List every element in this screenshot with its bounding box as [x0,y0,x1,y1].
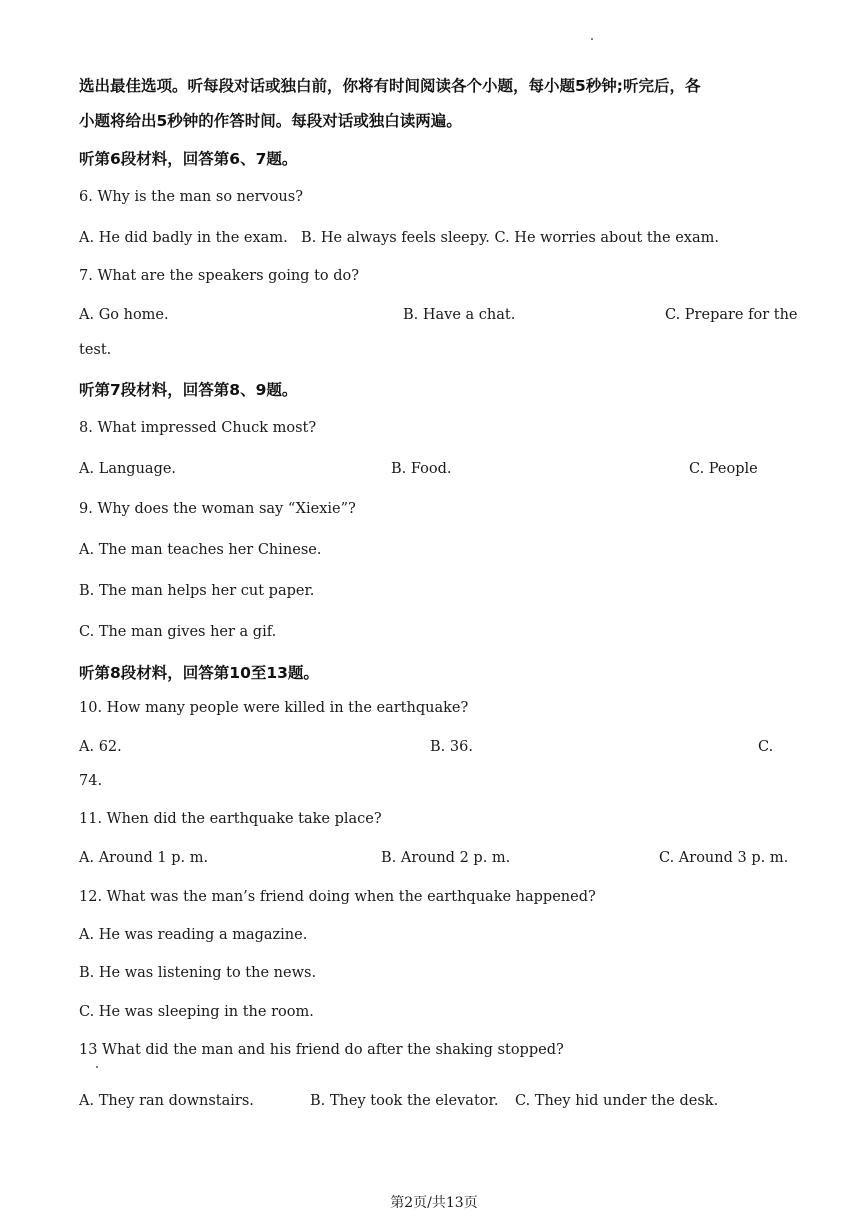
option-c: C. They hid under the desk. [515,1093,719,1109]
option-b: B. He was listening to the news. [79,965,317,981]
option-c: C. He was sleeping in the room. [79,1004,314,1020]
section-heading: 听第8段材料，回答第10至13题。 [79,664,319,682]
option-a: A. Around 1 p. m. [79,850,209,866]
instruction-line-2: 小题将给出5秒钟的作答时间。每段对话或独白读两遍。 [79,112,462,130]
option-c: C. [758,739,774,755]
section-heading: 听第6段材料，回答第6、7题。 [79,150,298,168]
question-stem: 11. When did the earthquake take place? [79,811,382,827]
option-b: B. The man helps her cut paper. [79,583,315,599]
option-a: A. They ran downstairs. [79,1093,254,1109]
option-b: B. Food. [391,461,452,477]
option-c: C. People [689,461,758,477]
option-a: A. He did badly in the exam. [79,230,288,246]
question-stem: 7. What are the speakers going to do? [79,268,360,284]
question-stem: 8. What impressed Chuck most? [79,420,317,436]
option-b-c: B. He always feels sleepy. C. He worries about the exam. [301,230,719,246]
option-b: B. Have a chat. [403,307,516,323]
question-stem: 12. What was the man’s friend doing when the earthquake happened? [79,889,596,905]
question-stem: 6. Why is the man so nervous? [79,189,303,205]
option-a: A. Go home. [79,307,169,323]
page-number: 第2页/共13页 [390,1195,478,1211]
question-stem: 9. Why does the woman say “Xiexie”? [79,501,356,517]
option-a: A. 62. [79,739,122,755]
question-stem: 10. How many people were killed in the earthquake? [79,700,469,716]
option-a: A. Language. [79,461,177,477]
section-heading: 听第7段材料，回答第8、9题。 [79,381,298,399]
option-b: B. 36. [430,739,473,755]
option-c-continued: test. [79,342,112,358]
question-stem: 13 What did the man and his friend do after the shaking stopped? [79,1042,564,1058]
option-a: A. The man teaches her Chinese. [79,542,322,558]
option-c: C. The man gives her a gif. [79,624,277,640]
instruction-line-1: 选出最佳选项。听每段对话或独白前，你将有时间阅读各个小题，每小题5秒钟;听完后，各 [79,77,701,95]
scan-speck [96,1066,98,1068]
option-b: B. Around 2 p. m. [381,850,511,866]
scan-speck [591,38,593,40]
option-a: A. He was reading a magazine. [79,927,308,943]
option-b: B. They took the elevator. [310,1093,499,1109]
option-c: C. Around 3 p. m. [659,850,789,866]
option-c: C. Prepare for the [665,307,798,323]
option-c-continued: 74. [79,773,103,789]
